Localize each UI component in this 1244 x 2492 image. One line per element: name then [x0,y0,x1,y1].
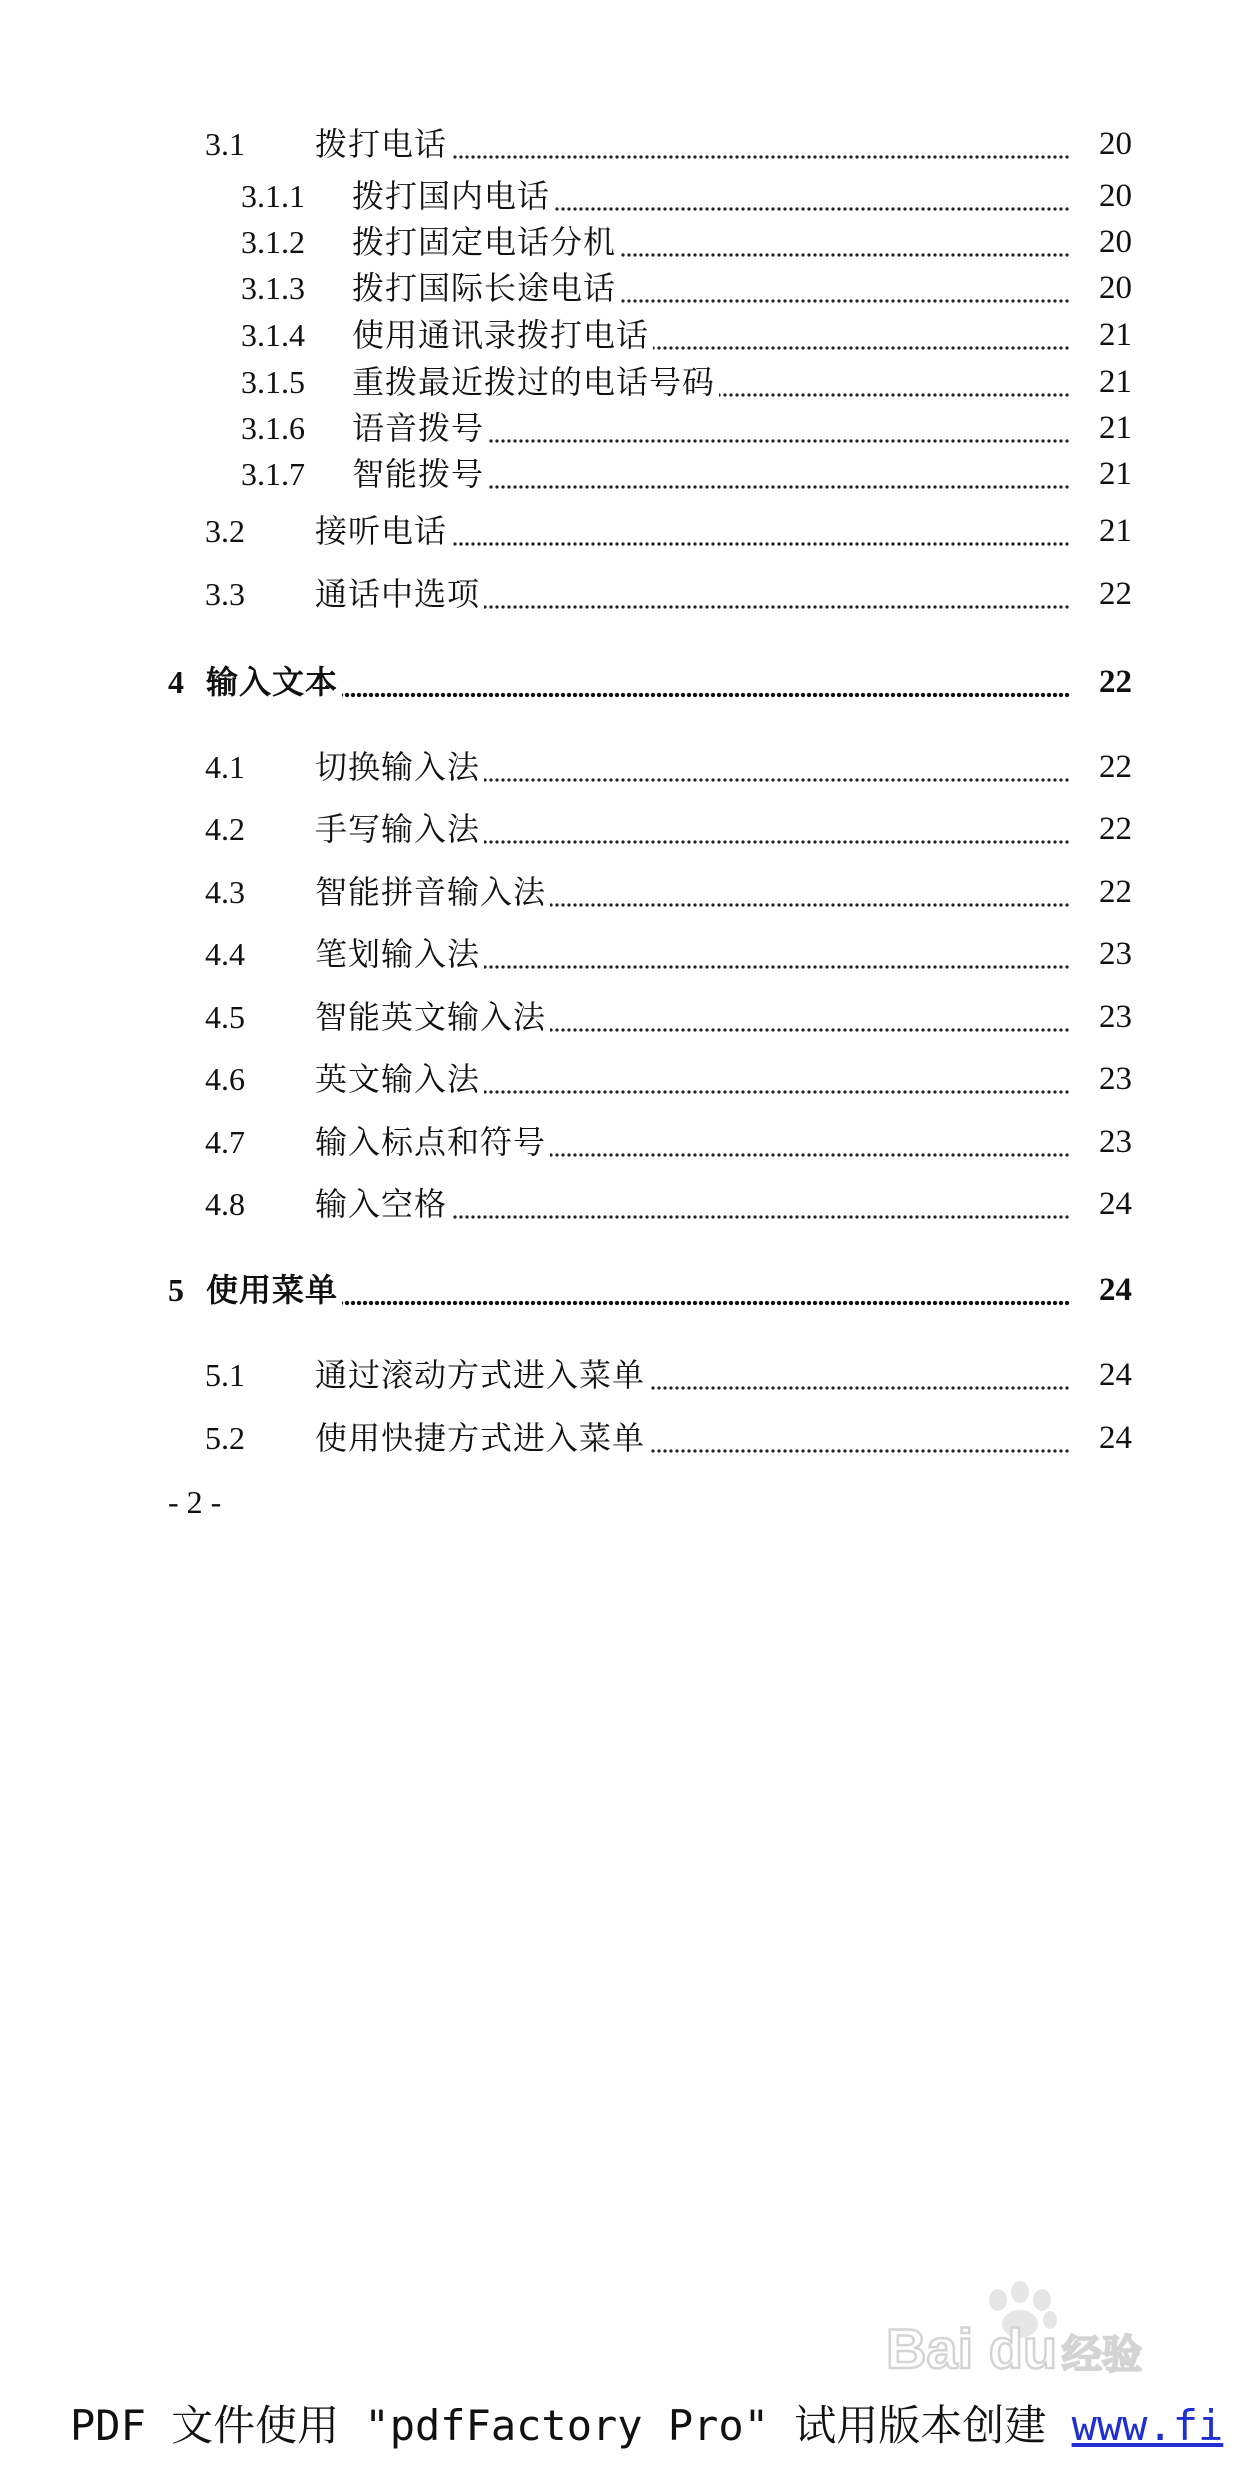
toc-title: 英文输入法 [315,1060,481,1098]
toc-number: 3.1.1 [241,178,305,214]
toc-page-number: 21 [1099,513,1132,549]
watermark-suffix: 经验 [1062,2332,1142,2378]
leader-dots [342,1267,1070,1313]
leader-dots [451,1181,1070,1227]
toc-page-number: 24 [1099,1272,1132,1308]
toc-page-number: 23 [1099,999,1132,1035]
leader-dots [719,359,1070,405]
toc-number: 4.3 [205,874,245,910]
leader-dots [550,869,1070,915]
leader-dots [484,744,1070,790]
toc-title: 通过滚动方式进入菜单 [315,1356,646,1394]
leader-dots [451,508,1070,554]
toc-page-number: 21 [1099,364,1132,400]
toc-title: 使用菜单 [206,1271,339,1309]
leader-dots [620,265,1070,311]
toc-number: 4.4 [205,936,245,972]
toc-title: 使用通讯录拨打电话 [352,316,650,354]
toc-number: 4.2 [205,811,245,847]
leader-dots [484,1056,1070,1102]
toc-page-number: 22 [1099,749,1132,785]
toc-entry-3-1-4[interactable] [0,312,1244,358]
toc-number: 3.1.3 [241,270,305,306]
toc-number: 4.8 [205,1186,245,1222]
banner-link[interactable]: www.fi [1071,2401,1224,2450]
toc-number: 3.1.6 [241,410,305,446]
toc-page-number: 24 [1099,1420,1132,1456]
toc-page-number: 23 [1099,1061,1132,1097]
toc-number: 4.5 [205,999,245,1035]
toc-entry-3-1[interactable] [0,121,1244,167]
leader-dots [550,994,1070,1040]
watermark-brand: Bai du [886,2317,1058,2380]
leader-dots [550,1119,1070,1165]
toc-number: 4 [168,664,184,700]
toc-number: 3.1.4 [241,317,305,353]
toc-title: 智能拼音输入法 [315,873,547,911]
toc-page-number: 23 [1099,1124,1132,1160]
leader-dots [649,1352,1070,1398]
pdf-trial-banner [70,2396,1223,2456]
toc-entry-3-1-1[interactable] [0,173,1244,219]
toc-title: 切换输入法 [315,748,481,786]
paw-icon [840,2280,1180,2390]
toc-title: 拨打国际长途电话 [352,269,617,307]
toc-page-number: 20 [1099,126,1132,162]
toc-entry-3-1-3[interactable] [0,265,1244,311]
toc-entry-4-6[interactable] [0,1056,1244,1102]
toc-title: 智能英文输入法 [315,998,547,1036]
toc-title: 语音拨号 [352,409,485,447]
toc-page-number: 20 [1099,270,1132,306]
toc-number: 5.2 [205,1420,245,1456]
toc-entry-5-2[interactable] [0,1415,1244,1461]
toc-chapter-5[interactable] [0,1267,1244,1313]
toc-page-number: 22 [1099,664,1132,700]
toc-title: 拨打固定电话分机 [352,223,617,261]
toc-title: 接听电话 [315,512,448,550]
leader-dots [484,806,1070,852]
toc-entry-4-4[interactable] [0,931,1244,977]
toc-page-number: 20 [1099,224,1132,260]
toc-title: 拨打电话 [315,125,448,163]
toc-number: 3.2 [205,513,245,549]
toc-entry-4-1[interactable] [0,744,1244,790]
toc-title: 重拨最近拨过的电话号码 [352,363,716,401]
leader-dots [342,659,1070,705]
leader-dots [484,571,1070,617]
leader-dots [554,173,1070,219]
toc-title: 输入文本 [206,663,339,701]
toc-number: 4.6 [205,1061,245,1097]
leader-dots [488,405,1070,451]
toc-page-number: 21 [1099,317,1132,353]
toc-entry-4-7[interactable] [0,1119,1244,1165]
toc-entry-3-1-5[interactable] [0,359,1244,405]
toc-entry-4-8[interactable] [0,1181,1244,1227]
toc-title: 输入空格 [315,1185,448,1223]
toc-entry-4-3[interactable] [0,869,1244,915]
toc-page-number: 21 [1099,410,1132,446]
toc-title: 拨打国内电话 [352,177,551,215]
toc-page-number: 22 [1099,576,1132,612]
toc-entry-3-3[interactable] [0,571,1244,617]
banner-text: PDF 文件使用 "pdfFactory Pro" 试用版本创建 [70,2401,1072,2450]
baidu-watermark [840,2280,1180,2390]
toc-title: 使用快捷方式进入菜单 [315,1419,646,1457]
toc-entry-3-1-2[interactable] [0,219,1244,265]
toc-number: 4.7 [205,1124,245,1160]
toc-number: 4.1 [205,749,245,785]
toc-page-number: 22 [1099,811,1132,847]
toc-entry-3-2[interactable] [0,508,1244,554]
toc-title: 输入标点和符号 [315,1123,547,1161]
toc-page-number: 20 [1099,178,1132,214]
toc-entry-4-2[interactable] [0,806,1244,852]
leader-dots [620,219,1070,265]
toc-number: 3.3 [205,576,245,612]
toc-number: 5.1 [205,1357,245,1393]
leader-dots [488,451,1070,497]
leader-dots [653,312,1070,358]
toc-entry-5-1[interactable] [0,1352,1244,1398]
toc-chapter-4[interactable] [0,659,1244,705]
toc-page-number: 24 [1099,1357,1132,1393]
leader-dots [484,931,1070,977]
toc-page-number: 23 [1099,936,1132,972]
toc-entry-3-1-7[interactable] [0,451,1244,497]
toc-number: 3.1 [205,126,245,162]
leader-dots [649,1415,1070,1461]
toc-number: 3.1.5 [241,364,305,400]
leader-dots [451,121,1070,167]
page-number-footer: - 2 - [168,1484,222,1520]
toc-entry-3-1-6[interactable] [0,405,1244,451]
toc-title: 智能拨号 [352,455,485,493]
toc-entry-4-5[interactable] [0,994,1244,1040]
toc-title: 手写输入法 [315,810,481,848]
toc-number: 5 [168,1272,184,1308]
toc-page-number: 21 [1099,456,1132,492]
toc-page-number: 24 [1099,1186,1132,1222]
toc-number: 3.1.2 [241,224,305,260]
toc-title: 通话中选项 [315,575,481,613]
toc-title: 笔划输入法 [315,935,481,973]
toc-number: 3.1.7 [241,456,305,492]
toc-page-number: 22 [1099,874,1132,910]
